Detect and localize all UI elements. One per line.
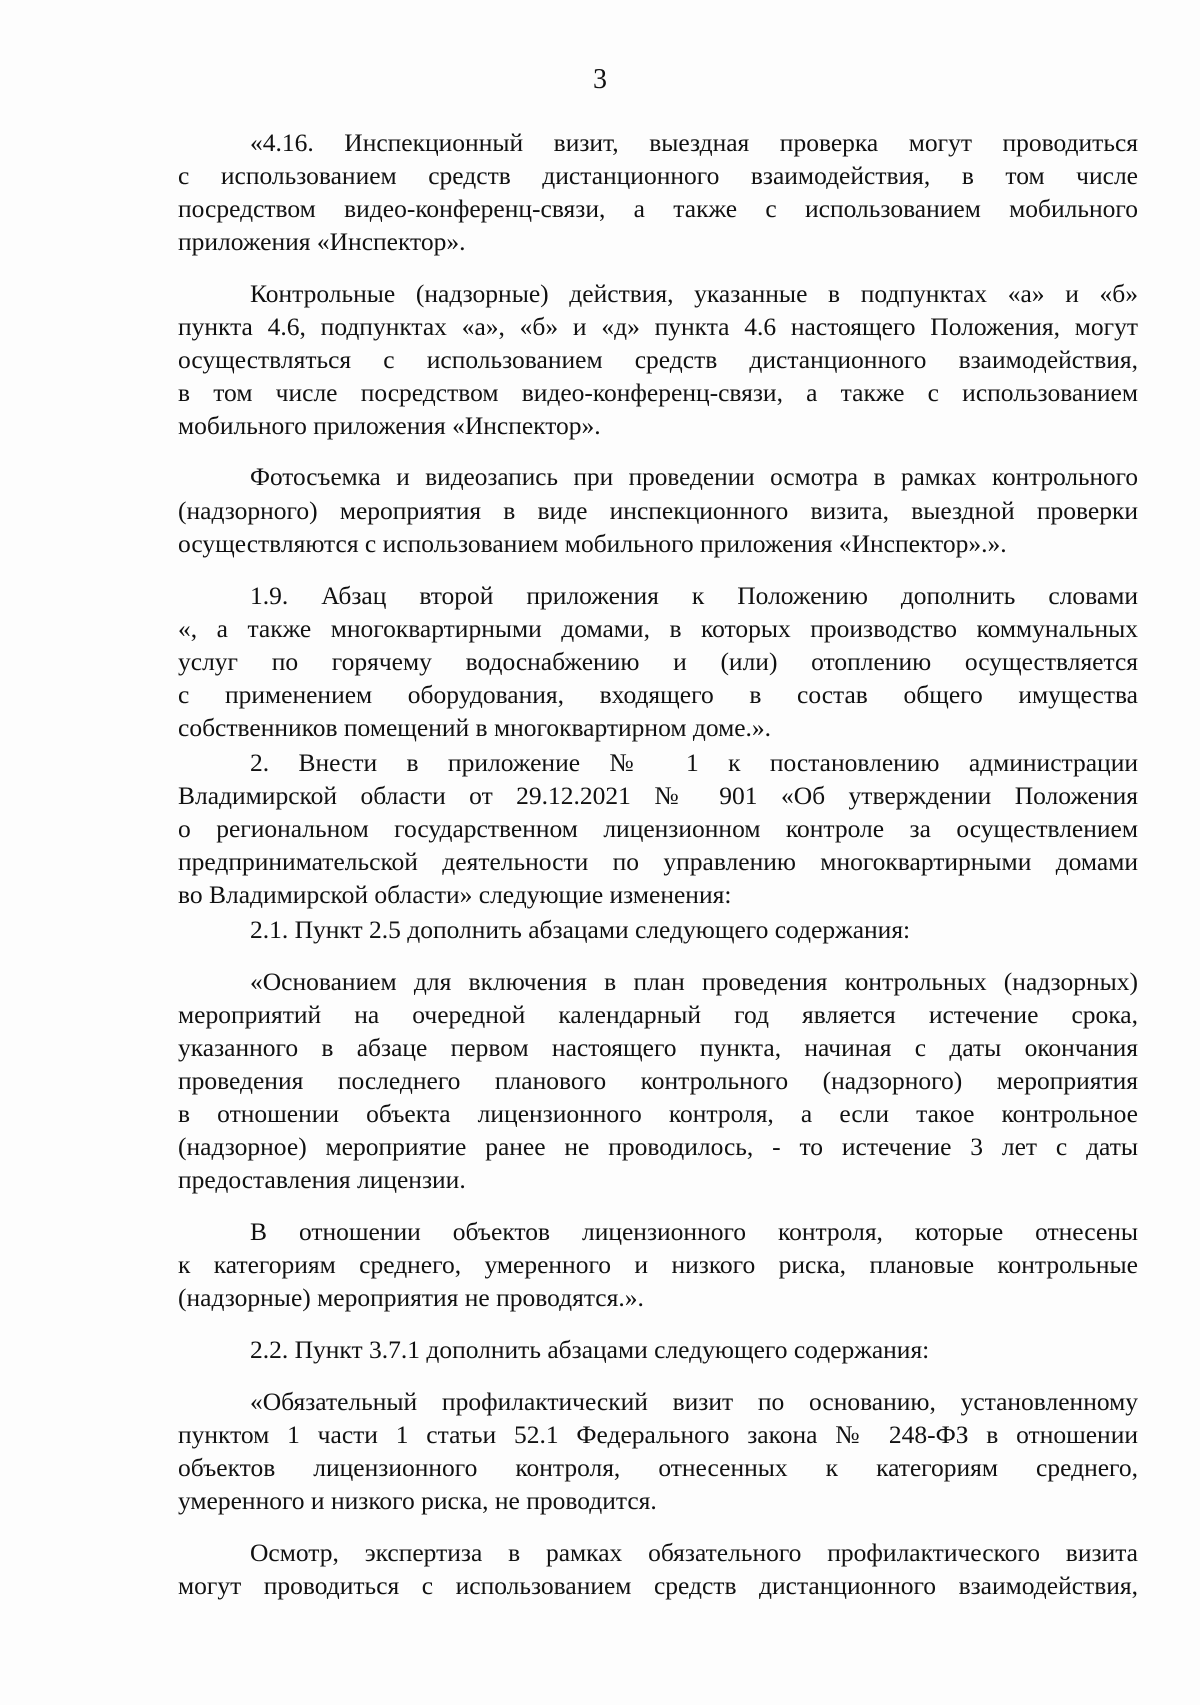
text-line: 1.9. Абзац второй приложения к Положению дополнить словами: [250, 581, 1138, 610]
text-line: «Основанием для включения в план проведения контрольных (надзорных): [250, 967, 1138, 996]
text-line: Контрольные (надзорные) действия, указанные в подпунктах «а» и «б»: [250, 279, 1138, 308]
text-line: собственников помещений в многоквартирном доме.».: [178, 713, 772, 742]
paragraph-inspection-expertise: [178, 1536, 1138, 1602]
document-body: [178, 126, 1138, 1602]
text-line: о региональном государственном лицензионном контроле за осуществлением: [178, 814, 1138, 843]
paragraph-risk-categories: [178, 1215, 1138, 1314]
text-line: с использованием средств дистанционного взаимодействия, в том числе: [178, 161, 1138, 190]
text-line: к категориям среднего, умеренного и низкого риска, плановые контрольные: [178, 1250, 1138, 1279]
text-line: услуг по горячему водоснабжению и (или) отоплению осуществляется: [178, 647, 1138, 676]
paragraph-grounds-inclusion: [178, 965, 1138, 1196]
text-line: (надзорные) мероприятия не проводятся.».: [178, 1283, 644, 1312]
paragraph-mandatory-visit: [178, 1385, 1138, 1517]
paragraph-2: [178, 746, 1138, 911]
text-line: «Обязательный профилактический визит по основанию, установленному: [250, 1387, 1138, 1416]
text-line: «, а также многоквартирными домами, в которых производство коммунальных: [178, 614, 1138, 643]
text-line: пункта 4.6, подпунктах «а», «б» и «д» пункта 4.6 настоящего Положения, могут: [178, 312, 1138, 341]
text-line: указанного в абзаце первом настоящего пункта, начиная с даты окончания: [178, 1033, 1138, 1062]
text-line: мобильного приложения «Инспектор».: [178, 411, 601, 440]
text-line: умеренного и низкого риска, не проводится.: [178, 1486, 657, 1515]
paragraph-4-16: [178, 126, 1138, 258]
text-line: (надзорного) мероприятия в виде инспекционного визита, выездной проверки: [178, 496, 1138, 525]
text-line: объектов лицензионного контроля, отнесенных к категориям среднего,: [178, 1453, 1138, 1482]
text-line: во Владимирской области» следующие изменения:: [178, 880, 732, 909]
text-line: (надзорное) мероприятие ранее не проводилось, - то истечение 3 лет с даты: [178, 1132, 1138, 1161]
text-line: приложения «Инспектор».: [178, 227, 466, 256]
text-line: могут проводиться с использованием средств дистанционного взаимодействия,: [178, 1571, 1138, 1600]
text-line: Владимирской области от 29.12.2021 № 901 «Об утверждении Положения: [178, 781, 1138, 810]
paragraph-2-1: [178, 913, 1138, 946]
paragraph-2-2: [178, 1333, 1138, 1366]
paragraph-photo-video: [178, 461, 1138, 560]
text-line: в том числе посредством видео-конференц-связи, а также с использованием: [178, 378, 1138, 407]
text-line: осуществляются с использованием мобильного приложения «Инспектор».».: [178, 529, 1007, 558]
text-line: в отношении объекта лицензионного контроля, а если такое контрольное: [178, 1099, 1138, 1128]
text-line: 2.2. Пункт 3.7.1 дополнить абзацами следующего содержания:: [250, 1335, 930, 1364]
text-line: предоставления лицензии.: [178, 1165, 466, 1194]
text-line: пунктом 1 части 1 статьи 52.1 Федерального закона № 248-ФЗ в отношении: [178, 1420, 1138, 1449]
page-number: 3: [593, 64, 607, 95]
paragraph-1-9: [178, 579, 1138, 744]
text-line: В отношении объектов лицензионного контроля, которые отнесены: [250, 1217, 1138, 1246]
text-line: мероприятий на очередной календарный год является истечение срока,: [178, 1000, 1138, 1029]
text-line: 2. Внести в приложение № 1 к постановлению администрации: [250, 748, 1138, 777]
text-line: с применением оборудования, входящего в состав общего имущества: [178, 680, 1138, 709]
text-line: Фотосъемка и видеозапись при проведении осмотра в рамках контрольного: [250, 463, 1138, 491]
text-line: Осмотр, экспертиза в рамках обязательного профилактического визита: [250, 1538, 1138, 1567]
text-line: 2.1. Пункт 2.5 дополнить абзацами следующего содержания:: [250, 915, 911, 944]
text-line: «4.16. Инспекционный визит, выездная проверка могут проводиться: [250, 128, 1138, 157]
text-line: посредством видео-конференц-связи, а также с использованием мобильного: [178, 194, 1138, 223]
text-line: предпринимательской деятельности по управлению многоквартирными домами: [178, 847, 1138, 876]
paragraph-control-actions: [178, 277, 1138, 442]
text-line: проведения последнего планового контрольного (надзорного) мероприятия: [178, 1066, 1138, 1095]
text-line: осуществляться с использованием средств дистанционного взаимодействия,: [178, 345, 1138, 374]
